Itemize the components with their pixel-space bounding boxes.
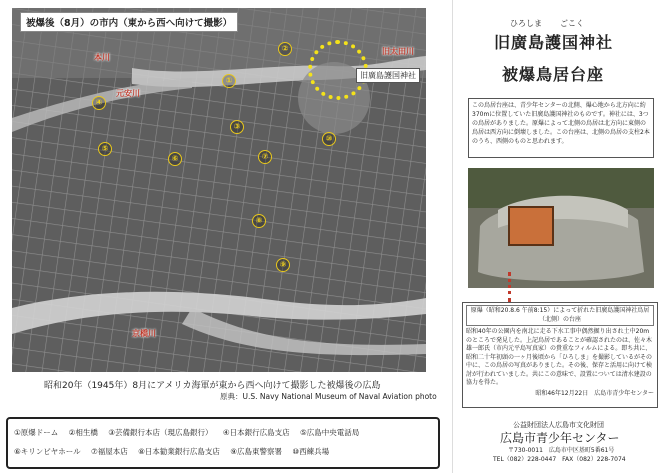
address: 〒730-0011 広島市中区基町5番61号 — [508, 447, 615, 454]
marker-8: ⑧ — [252, 214, 266, 228]
marker-4: ④ — [92, 96, 106, 110]
legend-item: ⑨広島東警察署 — [230, 447, 282, 456]
foundation-name: 公益財団法人広島市文化財団 — [513, 421, 604, 429]
marker-5: ⑤ — [98, 142, 112, 156]
legend-row-1 — [14, 427, 367, 438]
title-line-2: 被爆鳥居台座 — [502, 65, 605, 84]
torii-base-drawing — [468, 168, 654, 288]
inscription-plate — [508, 206, 554, 246]
river-label-hon: 本川 — [94, 53, 110, 62]
legend-item: ②相生橋 — [68, 428, 98, 437]
river-label-kyobashi: 京橋川 — [132, 329, 156, 338]
center-name: 広島市青少年センター — [500, 431, 620, 445]
landmark-legend — [6, 417, 440, 469]
legend-item: ⑧日本勧業銀行広島支店 — [138, 447, 220, 456]
photo-source: 原典：U.S. Navy National Museum of Naval Aviation photo — [220, 392, 437, 401]
legend-item: ⑦福屋本店 — [90, 447, 128, 456]
legend-item: ③芸備銀行本店（現広島銀行） — [108, 428, 213, 437]
marker-10: ⑩ — [322, 132, 336, 146]
river-label-kyu-ota: 旧太田川 — [382, 47, 414, 56]
pointer-dots — [508, 272, 515, 302]
marker-6: ⑥ — [168, 152, 182, 166]
title-line-1: 旧廣島護国神社 — [494, 33, 614, 52]
marker-9: ⑨ — [276, 258, 290, 272]
legend-item: ④日本銀行広島支店 — [222, 428, 290, 437]
plate-text: 原爆（昭和20.8.6 午前8:15）によって折れた旧廣島護国神社鳥居（北側）の台座 — [466, 305, 654, 326]
phone-fax: TEL（082）228-0447 FAX（082）228-7074 — [493, 456, 626, 463]
legend-item: ⑤広島中央電話局 — [300, 428, 360, 437]
legend-item: ①原爆ドーム — [14, 428, 59, 437]
photo-title-box: 被爆後（8月）の市内（東から西へ向けて撮影） — [20, 12, 238, 32]
marker-2: ② — [278, 42, 292, 56]
torii-base-photo — [468, 168, 654, 288]
marker-1: ① — [222, 74, 236, 88]
legend-item: ⑩西練兵場 — [292, 447, 330, 456]
history-box — [462, 302, 658, 408]
page-fold — [452, 0, 453, 473]
legend-item: ⑥キリンビヤホール — [14, 447, 81, 456]
title-furigana-1: ひろしま — [510, 19, 542, 28]
history-date: 昭和46年12月22日 広島市青少年センター — [535, 389, 654, 397]
marker-7: ⑦ — [258, 150, 272, 164]
aerial-photo — [12, 8, 426, 372]
description-box: この鳥居台座は、青少年センターの北側、爆心地から北方向に約370mに位置していた旧廣島護国神社のものです。神社には、3つの鳥居がありました。原爆によって北側の鳥居は北方向に東側の鳥居は西方向に倒壊しました。この台座は、北側の鳥居の支柱2本のうち、西側のものと思われます。 — [468, 98, 654, 158]
river-label-motoyasu: 元安川 — [116, 89, 140, 98]
marker-3: ③ — [230, 120, 244, 134]
history-text: 昭和40年の公園内を南北に走る下水工事中偶然掘り出され土中20mのところで発見した。上記鳥居であることが確認されたのは、佐々木雄一郎氏（市内元平島写真家）の貴重なフィルムによる。即ち共に、昭和二十年初頭の一ヶ月後頃から「ひろしま」を撮影しているがその中に、この鳥居の写真がありました。その後、保存と活用に向けて検討が行われていました。共にこの意味で、設置については清水建設の協力を得た。 — [466, 328, 653, 386]
shrine-label: 旧廣島護国神社 — [356, 68, 420, 83]
legend-row-2 — [14, 446, 337, 457]
title-furigana-2: ごこく — [560, 19, 584, 28]
photo-caption: 昭和20年（1945年）8月にアメリカ海軍が東から西へ向けて撮影した被爆後の広島 — [44, 381, 381, 391]
